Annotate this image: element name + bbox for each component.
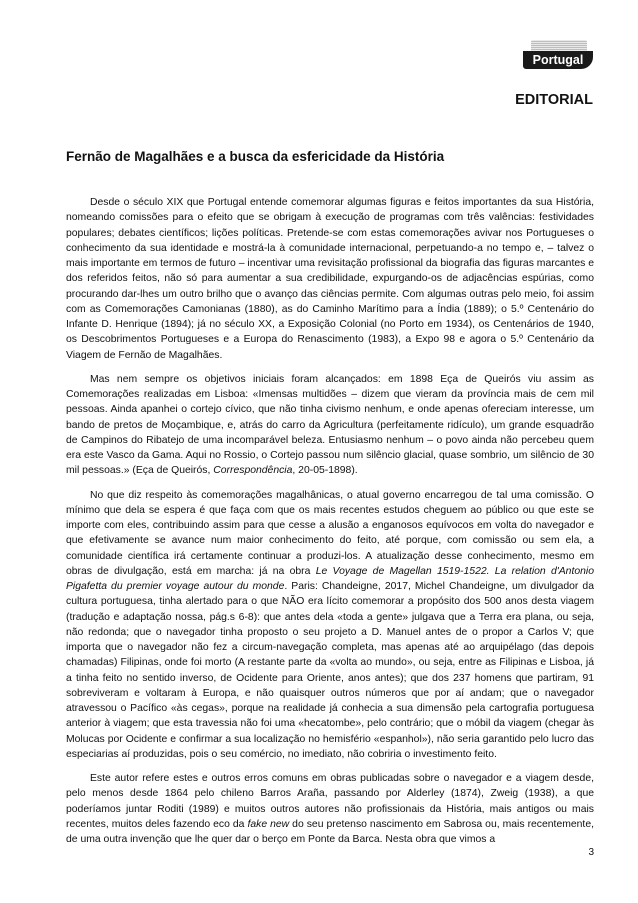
page-number: 3 — [588, 847, 594, 858]
paragraph-4-text-a: Este autor refere estes e outros erros comuns em obras publicadas sobre o navegador e a viagem desde, pelo menos desde 1864 pelo chileno Barros Araña, passando por Alderley (1874), Zweig (1938), a que poderíamos juntar Roditi (1989) e muitos outros autores não profissionais da História, mais antigos ou mais recentes, muitos deles fazendo eco da — [66, 773, 594, 830]
paragraph-3-italic: Le Voyage de Magellan 1519-1522. La relation d'Antonio Pigafetta du premier voyage autour du monde — [66, 565, 594, 592]
paragraph-4 — [66, 771, 594, 847]
badge-label: Portugal — [523, 51, 593, 69]
paragraph-2 — [66, 372, 594, 479]
paragraph-3 — [66, 488, 594, 763]
paragraph-2-text-b: , 20-05-1898). — [292, 465, 358, 477]
paragraph-2-italic: Correspondência — [213, 465, 293, 477]
article-body — [66, 195, 594, 856]
article-title: Fernão de Magalhães e a busca da esfericidade da História — [66, 149, 445, 164]
section-heading: EDITORIAL — [515, 92, 593, 108]
paragraph-3-text-b: . Paris: Chandeigne, 2017, Michel Chandeigne, um divulgador da cultura portuguesa, tinha alertado para o que NÃO era lícito comemorar a propósito dos 500 anos desta viagem (tradução e adaptação nossa, pág.s 6-8): que antes dela «toda a gente» julgava que a Terra era plana, ou seja, não redonda; que o navegador tinha proposto o seu projeto a D. Manuel antes de o propor a Carlos V; que importa que o navegador não fez a circum-navegação completa, mas apenas até ao arquipélago (das depois chamadas) Filipinas, onde foi morto (A restante parte da «volta ao mundo», ou seja, entre as Filipinas e Lisboa, já a tinha feito no sentido inverso, de Ocidente para Oriente, anos antes); que dos 237 homens que partiram, 91 sobreviveram e voltaram à Europa, e não quaisquer outros números que por aí andam; que o navegador atravessou o Pacífico «às cegas», porque na realidade já conhecia a sua dimensão pela cartografia portuguesa anterior à viagem; que esta travessia não foi uma «hecatombe», pelo contrário; que o móbil da viagem (chegar às Molucas por Ocidente e confirmar a sua localização no hemisfério «espanhol»), não seria garantido pelo lucro das especiarias aí produzidas, pois o seu comércio, no imediato, não cobriria o investimento feito. — [66, 581, 594, 760]
paragraph-1: Desde o século XIX que Portugal entende comemorar algumas figuras e feitos importantes da sua História, nomeando comissões para o efeito que se obrigam à execução de programas com três valências: festividades populares; debates científicos; lições políticas. Pretende-se com estas comemorações avivar nos Portugueses o conhecimento da sua identidade e mostrá-la à comunidade internacional, perpetuando-a no tempo e, – talvez o mais importante em termos de futuro – incentivar uma revisitação profissional da biografia das figuras marcantes e dos referidos feitos, não só para aumentar a sua credibilidade, expurgando-os de adjacências espúrias, como procurando dar-lhes um outro brilho que o avanço das ciências permite. Com algumas outras pelo meio, foi assim com as Comemorações Camonianas (1880), as do Caminho Marítimo para a Índia (1889); o 5.º Centenário do Infante D. Henrique (1894); já no século XX, a Exposição Colonial (no Porto em 1934), os Centenários de 1940, os Descobrimentos Portugueses e a Europa do Renascimento (1983), a Expo 98 e agora o 5.º Centenário da Viagem de Fernão de Magalhães. — [66, 197, 594, 361]
paragraph-2-text-a: Mas nem sempre os objetivos iniciais foram alcançados: em 1898 Eça de Queirós viu assim as Comemorações realizadas em Lisboa: «Imensas multidões – dizem que vieram da província mais de cem mil pessoas. Ainda apanhei o cortejo cívico, que não tinha civismo nenhum, e onde apenas ofereciam interesse, um bando de pretos de Moçambique, e, atrás do carro da Agricultura (perfeitamente ridículo), um grande esquadrão de Campinos do Ribatejo de uma incomparável beleza. Entusiasmo nenhum – o povo ainda não percebeu quem era este Vasco da Gama. Aqui no Rossio, o Cortejo passou num silêncio glacial, quase sombrio, um silêncio de 30 mil pessoas.» (Eça de Queirós, — [66, 373, 594, 477]
publication-badge — [523, 40, 593, 70]
paragraph-4-italic: fake new — [247, 818, 290, 830]
paragraph-3-text-a: No que diz respeito às comemorações magalhânicas, o atual governo encarregou de tal uma comissão. O mínimo que dela se espera é que faça com que os mais recentes estudos cheguem ao público ou que este se importe com eles, contribuindo assim para que cesse a alusão a enganosos equívocos em volta do navegador e que efetivamente se avance num maior conhecimento do feito, até porque, com comissão ou sem ela, a comunidade científica irá certamente continuar a produzi-los. A atualização desse conhecimento, mesmo em obras de divulgação, está em marcha: já na obra — [66, 489, 594, 577]
paragraph-4-text-b: do seu pretenso nascimento em Sabrosa ou, mais recentemente, de uma outra invenção que lhe quer dar o berço em Ponte da Barca. Nesta obra que vimos a — [66, 818, 594, 845]
